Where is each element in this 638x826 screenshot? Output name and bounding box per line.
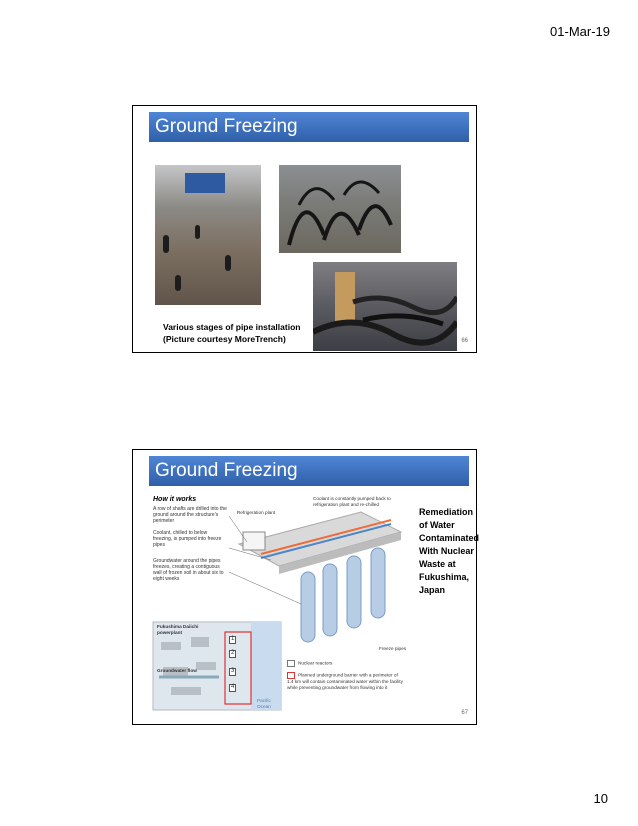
- caption-line: (Picture courtesy MoreTrench): [163, 334, 286, 344]
- legend-reactors: [287, 660, 403, 667]
- slide-number: 67: [461, 710, 468, 716]
- barrier-legend-icon: [287, 672, 295, 679]
- legend-reactors-text: Nuclear reactors: [298, 660, 333, 666]
- slide-number: 66: [461, 338, 468, 344]
- how-it-works-title: How it works: [153, 496, 197, 503]
- freeze-pipes-label: Freeze pipes: [379, 646, 407, 651]
- side-text-line: Contaminated: [419, 533, 480, 543]
- slide-title: Ground Freezing: [149, 112, 469, 142]
- side-text-line: Waste at: [419, 559, 456, 569]
- pipe-stub: [163, 235, 169, 253]
- photo-caption: [163, 321, 300, 345]
- how-it-works-diagram: [151, 492, 407, 712]
- groundwater-flow-label: Groundwater flow: [157, 668, 197, 673]
- pipe-stub: [175, 275, 181, 291]
- pipe-loops-svg: [279, 165, 401, 253]
- pipe-stub: [195, 225, 200, 239]
- page-number: 10: [593, 791, 608, 806]
- pipe-installation-photo-1: [155, 165, 261, 305]
- blue-tarp: [185, 173, 225, 193]
- pipe-bundle-svg: [313, 262, 457, 351]
- reactor-2: 2: [231, 650, 235, 656]
- refrigeration-plant-label: Refrigeration plant: [236, 510, 276, 515]
- header-date: 01-Mar-19: [550, 24, 610, 39]
- map-title: Fukushima Daiichi powerplant: [157, 624, 199, 635]
- reactor-1: 1: [231, 636, 235, 642]
- pipe-installation-photo-3: [313, 262, 457, 351]
- caption-line: Various stages of pipe installation: [163, 322, 301, 332]
- slide-title: Ground Freezing: [149, 456, 469, 486]
- legend-barrier-text: Planned underground barrier with a perimeter of 1.4 km will contain contaminated water within the facility while preventing groundwater from flowing into it: [287, 672, 403, 690]
- side-text-line: Japan: [419, 585, 446, 595]
- side-text-line: Fukushima,: [419, 572, 470, 582]
- side-text-line: Remediation: [419, 507, 474, 517]
- how-step-3: Groundwater around the pipes freezes, creating a contiguous wall of frozen soil in about six to eight weeks: [153, 558, 224, 582]
- slide-66: [132, 105, 477, 353]
- how-step-1: A row of shafts are drilled into the ground around the structure's perimeter: [153, 506, 227, 524]
- reactor-legend-icon: [287, 660, 295, 667]
- pipe-installation-photo-2: [279, 165, 401, 253]
- how-step-2: Coolant, chilled to below freezing, is pumped into freeze pipes: [153, 530, 222, 548]
- legend-barrier: [287, 672, 403, 690]
- reactor-4: 4: [231, 684, 235, 690]
- ocean-label: Pacific Ocean: [257, 698, 271, 709]
- pipe-stub: [225, 255, 231, 271]
- fukushima-side-text: [419, 506, 479, 597]
- side-text-line: With Nuclear: [419, 546, 474, 556]
- slide-67: [132, 449, 480, 725]
- reactor-3: 3: [231, 668, 235, 674]
- coolant-note: Coolant is constantly pumped back to refrigeration plant and re-chilled: [313, 496, 391, 507]
- side-text-line: of Water: [419, 520, 455, 530]
